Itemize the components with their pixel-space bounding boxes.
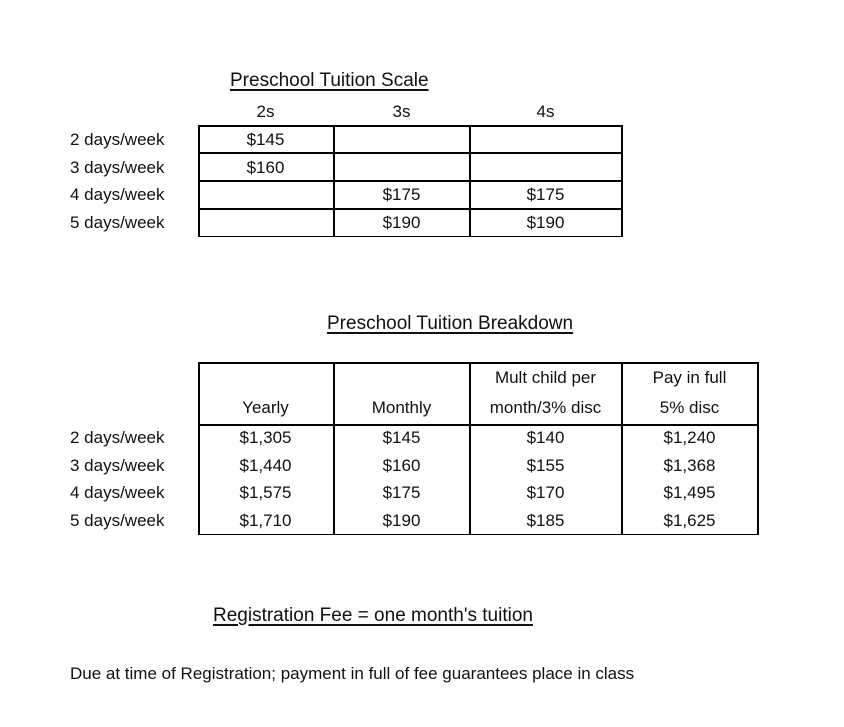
scale-cell: $160 <box>246 158 285 177</box>
breakdown-col-header: Mult child per <box>494 368 597 387</box>
scale-row-label: 2 days/week <box>70 130 165 149</box>
breakdown-cell: $155 <box>526 456 565 475</box>
breakdown-cell: $1,495 <box>663 483 716 502</box>
breakdown-cell: $1,625 <box>663 511 716 530</box>
breakdown-col-header: Yearly <box>242 398 289 417</box>
registration-fee-heading: Registration Fee = one month's tuition <box>213 605 533 626</box>
breakdown-row-label: 2 days/week <box>70 428 165 447</box>
breakdown-cell: $190 <box>382 511 421 530</box>
breakdown-col-header: Monthly <box>371 398 432 417</box>
breakdown-cell: $1,710 <box>239 511 292 530</box>
breakdown-cell: $1,240 <box>663 428 716 447</box>
breakdown-title: Preschool Tuition Breakdown <box>327 313 574 334</box>
breakdown-col-header: Pay in full <box>652 368 727 387</box>
scale-col-header: 3s <box>392 102 411 121</box>
scale-row-label: 4 days/week <box>70 185 165 204</box>
scale-cell: $190 <box>382 213 421 232</box>
scale-col-header: 2s <box>256 102 275 121</box>
breakdown-cell: $160 <box>382 456 421 475</box>
scale-cell: $175 <box>382 185 421 204</box>
scale-row-label: 3 days/week <box>70 158 165 177</box>
breakdown-cell: $145 <box>382 428 421 447</box>
breakdown-row-label: 4 days/week <box>70 483 165 502</box>
scale-row-label: 5 days/week <box>70 213 165 232</box>
breakdown-cell: $185 <box>526 511 565 530</box>
breakdown-row-label: 5 days/week <box>70 511 165 530</box>
scale-title: Preschool Tuition Scale <box>230 70 429 91</box>
breakdown-cell: $170 <box>526 483 565 502</box>
scale-cell: $145 <box>246 130 285 149</box>
breakdown-col-header: month/3% disc <box>489 398 602 417</box>
breakdown-cell: $1,575 <box>239 483 292 502</box>
breakdown-row-label: 3 days/week <box>70 456 165 475</box>
breakdown-cell: $140 <box>526 428 565 447</box>
breakdown-cell: $1,305 <box>239 428 292 447</box>
scale-col-header: 4s <box>536 102 555 121</box>
scale-cell: $190 <box>526 213 565 232</box>
breakdown-col-header: 5% disc <box>659 398 720 417</box>
breakdown-cell: $1,440 <box>239 456 292 475</box>
breakdown-cell: $175 <box>382 483 421 502</box>
breakdown-cell: $1,368 <box>663 456 716 475</box>
registration-note: Due at time of Registration; payment in full of fee guarantees place in class <box>70 664 635 683</box>
scale-cell: $175 <box>526 185 565 204</box>
